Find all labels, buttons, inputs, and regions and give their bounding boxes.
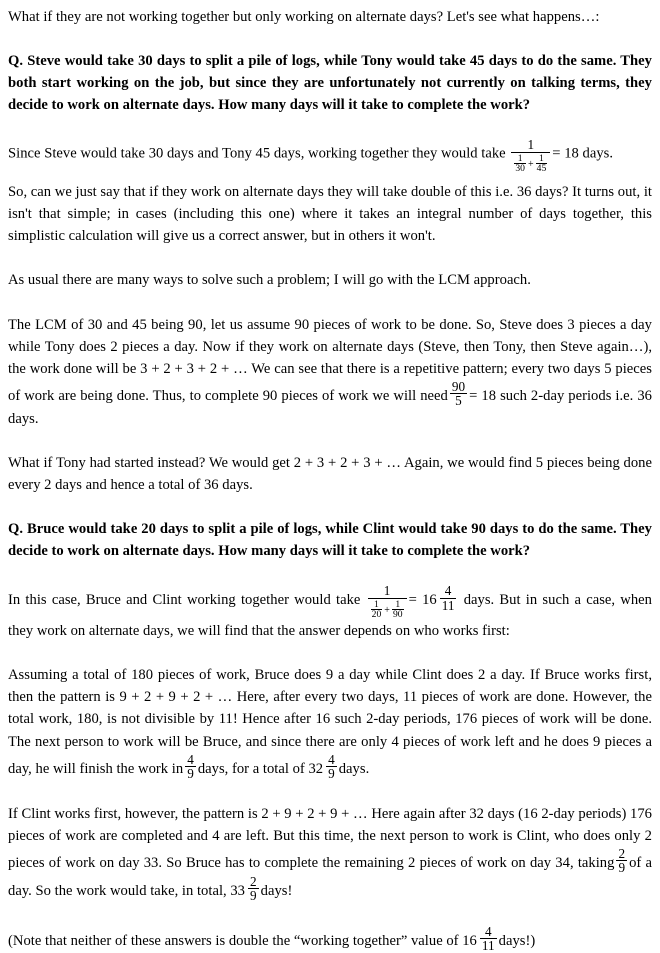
fraction-one-over-twenty xyxy=(371,600,383,621)
fraction-numerator: 1 xyxy=(517,152,523,164)
fraction-denominator: 9 xyxy=(250,888,257,904)
lcm-text-after: 18 such 2-day periods i.e. 36 days. xyxy=(8,387,652,427)
fraction-numerator: 90 xyxy=(451,378,466,394)
note-text-after: days!) xyxy=(498,932,536,949)
spacer xyxy=(8,28,652,50)
paragraph-note xyxy=(8,925,652,953)
fraction-denominator: 5 xyxy=(450,393,467,407)
paragraph-lcm-solution xyxy=(8,314,652,430)
fraction-numerator: 1 xyxy=(539,152,544,164)
fraction-denominator: 90 xyxy=(392,609,403,621)
fraction-numerator: 1 xyxy=(374,598,379,610)
fraction-denominator: 30 xyxy=(515,163,525,175)
fraction-one-over-thirty xyxy=(514,154,526,175)
plus-operator: + xyxy=(527,158,534,170)
mixed-number-16-4-11 xyxy=(422,583,458,613)
bruce-text-before: Assuming a total of 180 pieces of work, Bruce does 9 a day while Clint does 2 a day. If Bruce works first, then the pattern is 9 + 2 + 9 + 2 + … Here, after every two days, 11 pieces of work are done. However, the total work, 180, is not divisible by 11! Hence after 16 such 2-day periods, 176 pieces of work will be done. The next person to work will be Bruce, and since there are only 4 pieces of work left and he does 9 pieces a day, he will finish the work in xyxy=(8,667,652,777)
paragraph-working-together-2 xyxy=(8,584,652,642)
clint-text-after: days! xyxy=(260,882,293,899)
fraction-numerator: 2 xyxy=(618,845,626,861)
fraction-numerator: 4 xyxy=(187,751,194,767)
bruce-text-after: days. xyxy=(338,760,370,777)
fraction-numerator: 4 xyxy=(444,583,452,599)
complex-fraction-1-numerator: 1 xyxy=(527,137,535,153)
clint-text-before: If Clint works first, however, the pattern is 2 + 9 + 2 + 9 + … Here again after 32 days (16 2-day periods) 176 pieces of work are completed and 4 are left. But this time, the next person to work is Clint, who does only 2 pieces of work on day 33. So Bruce has to complete the remaining 2 pieces of work on day 34, taking xyxy=(8,805,652,871)
spacer xyxy=(8,292,652,314)
mixed-number-33-2-9 xyxy=(230,873,260,904)
lcm-text-before: The LCM of 30 and 45 being 90, let us assume 90 pieces of work to be done. So, Steve does 3 pieces a day while Tony does 2 pieces a day. Now if they work on alternate days (Steve, then Tony, then Steve again…), the work done will be 3 + 2 + 3 + 2 + … We can see that there is a repetitive pattern; every two days 5 pieces of work are being done. Thus, to complete 90 pieces of work we will need xyxy=(8,316,652,404)
mixed-fraction xyxy=(326,753,337,781)
para1-text-before: Since Steve would take 30 days and Tony 45 days, working together they would take xyxy=(8,146,506,163)
fraction-denominator: 9 xyxy=(328,766,335,782)
spacer xyxy=(8,642,652,664)
paragraph-clint-first xyxy=(8,803,652,903)
question-1: Q. Steve would take 30 days to split a pile of logs, while Tony would take 45 days to do the same. They both start working on the job, but since they are unfortunately not currently on talking terms, they decide to work on alternate days. How many days will it take to complete the work? xyxy=(8,53,652,114)
complex-fraction-2-numerator: 1 xyxy=(383,583,391,599)
mixed-whole: 16 xyxy=(462,932,477,949)
spacer xyxy=(8,116,652,138)
complex-fraction-2 xyxy=(368,584,407,620)
mixed-number-note-16-4-11 xyxy=(462,923,498,953)
paragraph-working-together-1 xyxy=(8,138,652,174)
spacer xyxy=(8,496,652,518)
fraction-denominator: 11 xyxy=(481,938,495,953)
equals-sign-2: = xyxy=(469,387,478,404)
mixed-whole: 33 xyxy=(230,882,245,899)
para2-text-before: In this case, Bruce and Clint working together would take xyxy=(8,592,361,609)
note-text-before: (Note that neither of these answers is double the “working together” value of xyxy=(8,932,459,949)
fraction-denominator: 20 xyxy=(371,609,382,621)
fraction-ninety-over-five xyxy=(450,380,467,408)
spacer xyxy=(8,781,652,803)
fraction-four-over-nine xyxy=(185,753,196,781)
paragraph-lcm-intro: As usual there are many ways to solve such a problem; I will go with the LCM approach. xyxy=(8,272,531,289)
para2-text-after: days. But in such a case, when they work on alternate days, we will find that the answer depends on who works first: xyxy=(8,592,652,640)
fraction-two-over-nine xyxy=(616,847,627,875)
question-2: Q. Bruce would take 20 days to split a pile of logs, while Clint would take 90 days to do the same. They decide to work on alternate days. How many days will it take to complete the work? xyxy=(8,520,652,560)
paragraph-intro: What if they are not working together but only working on alternate days? Let's see what happens…: xyxy=(8,9,600,25)
complex-fraction-1 xyxy=(511,138,550,174)
fraction-numerator: 2 xyxy=(250,873,257,889)
paragraph-tony-first: What if Tony had started instead? We would get 2 + 3 + 2 + 3 + … Again, we would find 5 pieces being done every 2 days and hence a total of 36 days. xyxy=(8,454,652,493)
clint-text-middle: of a day. So the work would take, in total, xyxy=(8,854,652,899)
mixed-whole: 16 xyxy=(422,592,437,609)
spacer xyxy=(8,174,652,181)
paragraph-bruce-first xyxy=(8,664,652,780)
fraction-numerator: 4 xyxy=(328,751,335,767)
mixed-whole: 32 xyxy=(308,760,324,777)
mixed-fraction xyxy=(440,584,457,612)
equals-sign-3: = xyxy=(408,592,417,609)
spacer xyxy=(8,247,652,269)
fraction-one-over-ninety xyxy=(392,600,404,621)
spacer xyxy=(8,562,652,584)
fraction-denominator: 11 xyxy=(441,597,455,613)
fraction-one-over-fortyfive xyxy=(536,154,548,175)
mixed-fraction xyxy=(248,875,259,903)
complex-fraction-2-denominator xyxy=(368,598,407,621)
bruce-text-middle: days, for a total of xyxy=(197,760,305,777)
spacer xyxy=(8,903,652,925)
plus-operator: + xyxy=(384,604,390,616)
complex-fraction-1-denominator xyxy=(511,152,550,175)
fraction-denominator: 45 xyxy=(536,163,547,175)
spacer xyxy=(8,430,652,452)
para1-result: 18 days. xyxy=(564,146,614,163)
fraction-numerator: 4 xyxy=(484,923,492,939)
mixed-fraction xyxy=(480,925,497,953)
fraction-denominator: 9 xyxy=(618,860,626,876)
paragraph-double-check: So, can we just say that if they work on alternate days they will take double of this i.e. 36 days? It turns out, it isn't that simple; in cases (including this one) where it takes an integral number of days together, this simplistic calculation will give us a correct answer, but in others it won't. xyxy=(8,184,652,245)
mixed-number-32-4-9 xyxy=(308,751,338,782)
fraction-denominator: 9 xyxy=(187,766,194,782)
fraction-numerator: 1 xyxy=(395,598,401,610)
equals-sign-1: = xyxy=(552,146,561,163)
